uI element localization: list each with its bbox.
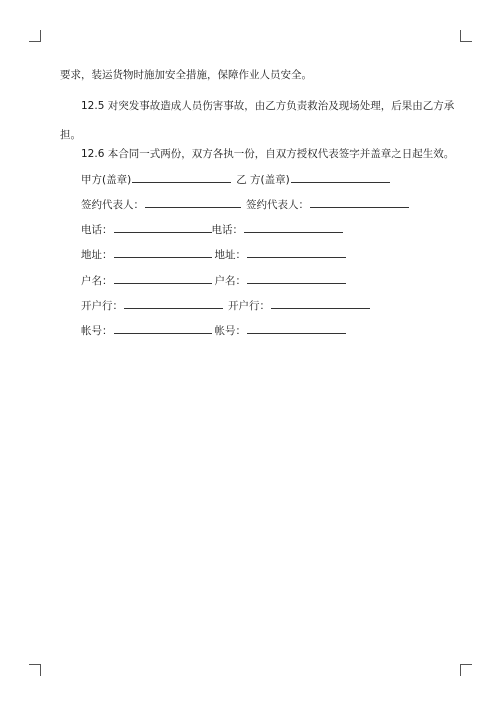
crop-mark-top-left xyxy=(29,30,41,42)
signature-row-address xyxy=(81,246,346,262)
rep-b-label: 签约代表人： xyxy=(246,199,309,211)
account-name-a-blank[interactable] xyxy=(114,272,212,284)
rep-a-label: 签约代表人： xyxy=(81,199,144,211)
bank-a-blank[interactable] xyxy=(124,297,223,309)
rep-a-blank[interactable] xyxy=(145,196,241,208)
rep-b-blank[interactable] xyxy=(310,196,409,208)
address-b-label: 地址： xyxy=(214,249,246,261)
account-name-a-label: 户名： xyxy=(81,275,113,287)
phone-b-blank[interactable] xyxy=(244,221,343,233)
account-no-a-label: 帐号： xyxy=(81,325,113,337)
account-no-a-blank[interactable] xyxy=(114,322,212,334)
signature-row-phone xyxy=(81,221,343,237)
address-a-blank[interactable] xyxy=(114,246,212,258)
signature-row-representatives xyxy=(81,196,409,212)
crop-mark-top-right xyxy=(460,30,472,42)
crop-mark-bottom-left xyxy=(29,664,41,676)
paragraph-safety-measures: 要求，装运货物时施加安全措施，保障作业人员安全。 xyxy=(60,69,312,81)
phone-a-label: 电话： xyxy=(81,224,113,236)
signature-row-account-number xyxy=(81,322,346,338)
paragraph-12-5-continued: 担。 xyxy=(60,129,81,141)
signature-row-bank xyxy=(81,297,370,313)
party-a-label: 甲方(盖章) xyxy=(81,174,132,186)
account-no-b-blank[interactable] xyxy=(247,322,346,334)
bank-a-label: 开户行： xyxy=(81,300,123,312)
party-a-seal-blank[interactable] xyxy=(132,171,231,183)
phone-a-blank[interactable] xyxy=(114,221,212,233)
account-name-b-blank[interactable] xyxy=(247,272,346,284)
signature-row-account-name xyxy=(81,272,346,288)
bank-b-blank[interactable] xyxy=(271,297,370,309)
account-no-b-label: 帐号： xyxy=(214,325,246,337)
crop-mark-bottom-right xyxy=(460,664,472,676)
signature-row-parties xyxy=(81,171,390,187)
party-b-label: 乙 方(盖章) xyxy=(236,174,290,186)
account-name-b-label: 户名： xyxy=(214,275,246,287)
address-b-blank[interactable] xyxy=(247,246,346,258)
bank-b-label: 开户行： xyxy=(228,300,270,312)
paragraph-12-6: 12.6 本合同一式两份，双方各执一份，自双方授权代表签字并盖章之日起生效。 xyxy=(81,148,455,160)
paragraph-12-5: 12.5 对突发事故造成人员伤害事故，由乙方负责救治及现场处理，后果由乙方承 xyxy=(81,100,455,112)
address-a-label: 地址： xyxy=(81,249,113,261)
phone-b-label: 电话： xyxy=(211,224,243,236)
party-b-seal-blank[interactable] xyxy=(291,171,390,183)
